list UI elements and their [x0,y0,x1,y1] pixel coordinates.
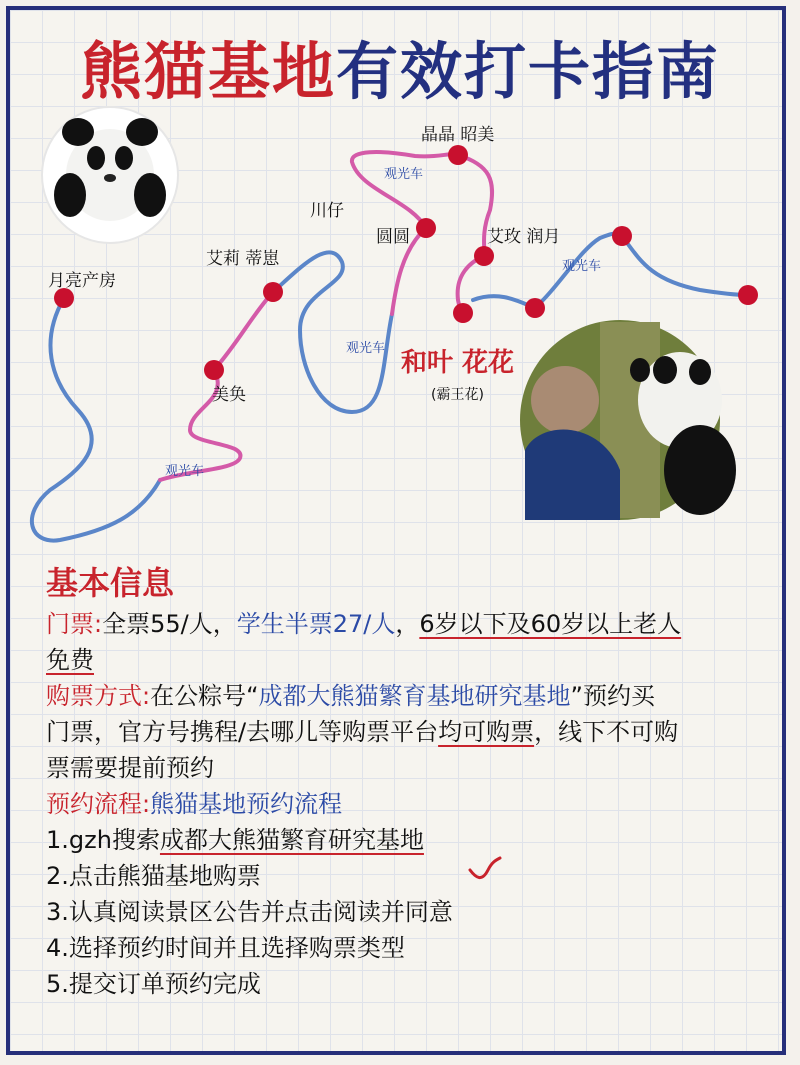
basic-info-section [46,560,766,1002]
stop-jingjing [448,145,468,165]
stop-heye [453,303,473,323]
label-chuanzai: 川仔 [310,201,344,221]
ticket-full: 全票55/人， [102,610,237,638]
label-meihuan: 美奂 [212,385,246,405]
stop-east [738,285,758,305]
panda-cub-photo [42,107,178,243]
ticket-student: 学生半票27/人 [236,610,396,638]
ticket-sep: ， [395,610,420,638]
walk-route-2 [273,252,392,412]
highlight-nickname: (霸王花) [431,387,484,403]
flow-label: 预约流程: [46,790,151,818]
purchase-text-3: 门票，官方号携程/去哪儿等购票平台 [46,718,439,746]
highlight-pandas: 和叶 花花 [401,348,515,378]
purchase-account: 成都大熊猫繁育基地研究基地 [258,682,571,710]
purchase-text-2: ”预约买 [570,682,655,710]
shuttle-label-2: 观光车 [562,259,602,274]
shuttle-label-1: 观光车 [384,167,424,182]
purchase-text-4: ，线下不可购 [534,718,679,746]
title-part-2: 有效打卡指南 [336,35,721,108]
step-3: 3.认真阅读景区公告并点击阅读并同意 [46,898,453,926]
label-yuanyuan: 圆圆 [376,227,410,247]
ticket-free-1: 6岁以下及60岁以上老人 [419,610,682,638]
stop-aimei [474,246,494,266]
label-yueliang: 月亮产房 [48,271,116,291]
purchase-line-1 [46,678,766,714]
purchase-label: 购票方式: [46,682,151,710]
ticket-free-2: 免费 [46,646,94,674]
title-part-1: 熊猫基地 [79,35,336,108]
purchase-text-1: 在公粽号“ [150,682,259,710]
stop-middle [525,298,545,318]
step-1-b: 成都大熊猫繁育研究基地 [159,826,424,854]
purchase-line-2 [46,714,766,750]
label-aili: 艾莉 蒂崽 [206,249,280,269]
stop-yuanyuan [416,218,436,238]
step-1 [46,822,766,858]
purchase-available: 均可购票 [438,718,535,746]
ticket-label: 门票: [46,610,103,638]
keeper-panda-photo [520,320,736,520]
stop-yueliang [54,288,74,308]
ticket-line-2 [46,642,766,678]
label-aimei-runyue: 艾玫 润月 [487,227,561,247]
shuttle-label-4: 观光车 [165,464,205,479]
section-heading: 基本信息 [46,564,175,602]
step-2: 2.点击熊猫基地购票 [46,862,261,890]
flow-line [46,786,766,822]
ticket-line [46,606,766,642]
label-jingjing: 晶晶 昭美 [421,125,495,145]
step-1-a: 1.gzh搜索 [46,826,160,854]
flow-value: 熊猫基地预约流程 [150,790,343,818]
step-5: 5.提交订单预约完成 [46,970,261,998]
purchase-line-3: 票需要提前预约 [46,754,214,782]
stop-aili [263,282,283,302]
stop-runyue [612,226,632,246]
stop-meihuan [204,360,224,380]
shuttle-label-3: 观光车 [346,341,386,356]
walk-route-1 [32,298,160,541]
step-4: 4.选择预约时间并且选择购票类型 [46,934,405,962]
